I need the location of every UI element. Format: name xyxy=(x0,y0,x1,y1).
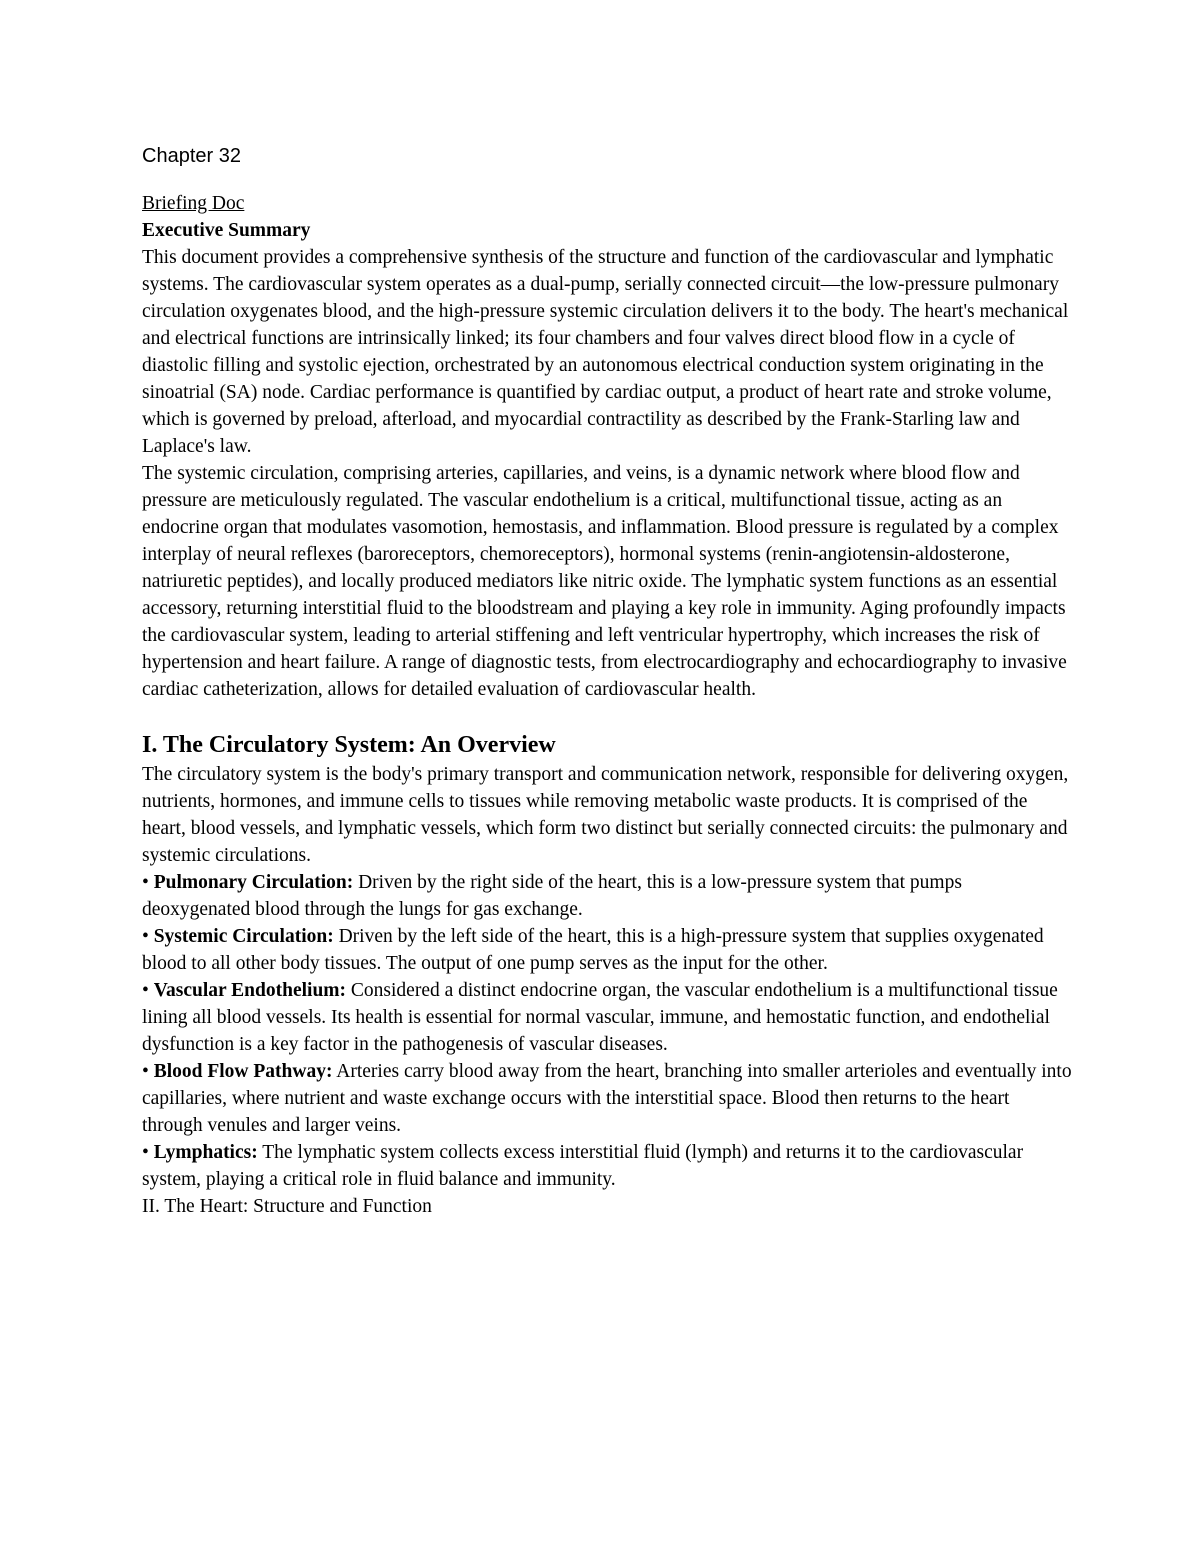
bullet-label: Pulmonary Circulation: xyxy=(153,872,354,893)
bullet-systemic-circulation xyxy=(142,923,1072,977)
bullet-label: Blood Flow Pathway: xyxy=(153,1061,333,1082)
executive-summary-paragraph-1: This document provides a comprehensive synthesis of the structure and function of the cardiovascular and lymphatic systems. The cardiovascular system operates as a dual-pump, serially connected circuit—the low-pressure pulmonary circulation oxygenates blood, and the high-pressure systemic circulation delivers it to the body. The heart's mechanical and electrical functions are intrinsically linked; its four chambers and four valves direct blood flow in a cycle of diastolic filling and systolic ejection, orchestrated by an autonomous electrical conduction system originating in the sinoatrial (SA) node. Cardiac performance is quantified by cardiac output, a product of heart rate and stroke volume, which is governed by preload, afterload, and myocardial contractility as described by the Frank-Starling law and Laplace's law. xyxy=(142,247,1069,457)
bullet-marker: • xyxy=(142,872,149,893)
bullet-pulmonary-circulation xyxy=(142,869,1072,923)
bullet-marker: • xyxy=(142,1142,149,1163)
bullet-text: Driven by the right side of the heart, this is a low-pressure system that pumps deoxygenated blood through the lungs for gas exchange. xyxy=(142,872,962,920)
chapter-title: Chapter 32 xyxy=(142,145,241,167)
section-1-heading: I. The Circulatory System: An Overview xyxy=(142,732,556,758)
bullet-text: The lymphatic system collects excess interstitial fluid (lymph) and returns it to the cardiovascular system, playing a critical role in fluid balance and immunity. xyxy=(142,1142,1024,1190)
executive-summary-heading: Executive Summary xyxy=(142,220,311,241)
bullet-lymphatics xyxy=(142,1139,1072,1193)
bullet-marker: • xyxy=(142,926,149,947)
bullet-marker: • xyxy=(142,1061,149,1082)
document-body xyxy=(142,142,1072,1220)
bullet-text: Considered a distinct endocrine organ, the vascular endothelium is a multifunctional tissue lining all blood vessels. Its health is essential for normal vascular, immune, and hemostatic function, and endothelial dysfunction is a key factor in the pathogenesis of vascular diseases. xyxy=(142,980,1058,1055)
bullet-marker: • xyxy=(142,980,149,1001)
bullet-text: Driven by the left side of the heart, this is a high-pressure system that supplies oxygenated blood to all other body tissues. The output of one pump serves as the input for the other. xyxy=(142,926,1044,974)
bullet-label: Systemic Circulation: xyxy=(153,926,334,947)
briefing-doc-label: Briefing Doc xyxy=(142,193,245,214)
bullet-label: Vascular Endothelium: xyxy=(153,980,347,1001)
section-2-heading: II. The Heart: Structure and Function xyxy=(142,1196,432,1217)
bullet-vascular-endothelium xyxy=(142,977,1072,1058)
bullet-text: Arteries carry blood away from the heart, branching into smaller arterioles and eventually into capillaries, where nutrient and waste exchange occurs with the interstitial space. Blood then returns to the heart through venules and larger veins. xyxy=(142,1061,1072,1136)
bullet-blood-flow-pathway xyxy=(142,1058,1072,1139)
executive-summary-paragraph-2: The systemic circulation, comprising arteries, capillaries, and veins, is a dynamic network where blood flow and pressure are meticulously regulated. The vascular endothelium is a critical, multifunctional tissue, acting as an endocrine organ that modulates vasomotion, hemostasis, and inflammation. Blood pressure is regulated by a complex interplay of neural reflexes (baroreceptors, chemoreceptors), hormonal systems (renin-angiotensin-aldosterone, natriuretic peptides), and locally produced mediators like nitric oxide. The lymphatic system functions as an essential accessory, returning interstitial fluid to the bloodstream and playing a key role in immunity. Aging profoundly impacts the cardiovascular system, leading to arterial stiffening and left ventricular hypertrophy, which increases the risk of hypertension and heart failure. A range of diagnostic tests, from electrocardiography and echocardiography to invasive cardiac catheterization, allows for detailed evaluation of cardiovascular health. xyxy=(142,463,1067,700)
section-1-intro: The circulatory system is the body's primary transport and communication network, responsible for delivering oxygen, nutrients, hormones, and immune cells to tissues while removing metabolic waste products. It is comprised of the heart, blood vessels, and lymphatic vessels, which form two distinct but serially connected circuits: the pulmonary and systemic circulations. xyxy=(142,764,1069,866)
bullet-label: Lymphatics: xyxy=(153,1142,258,1163)
